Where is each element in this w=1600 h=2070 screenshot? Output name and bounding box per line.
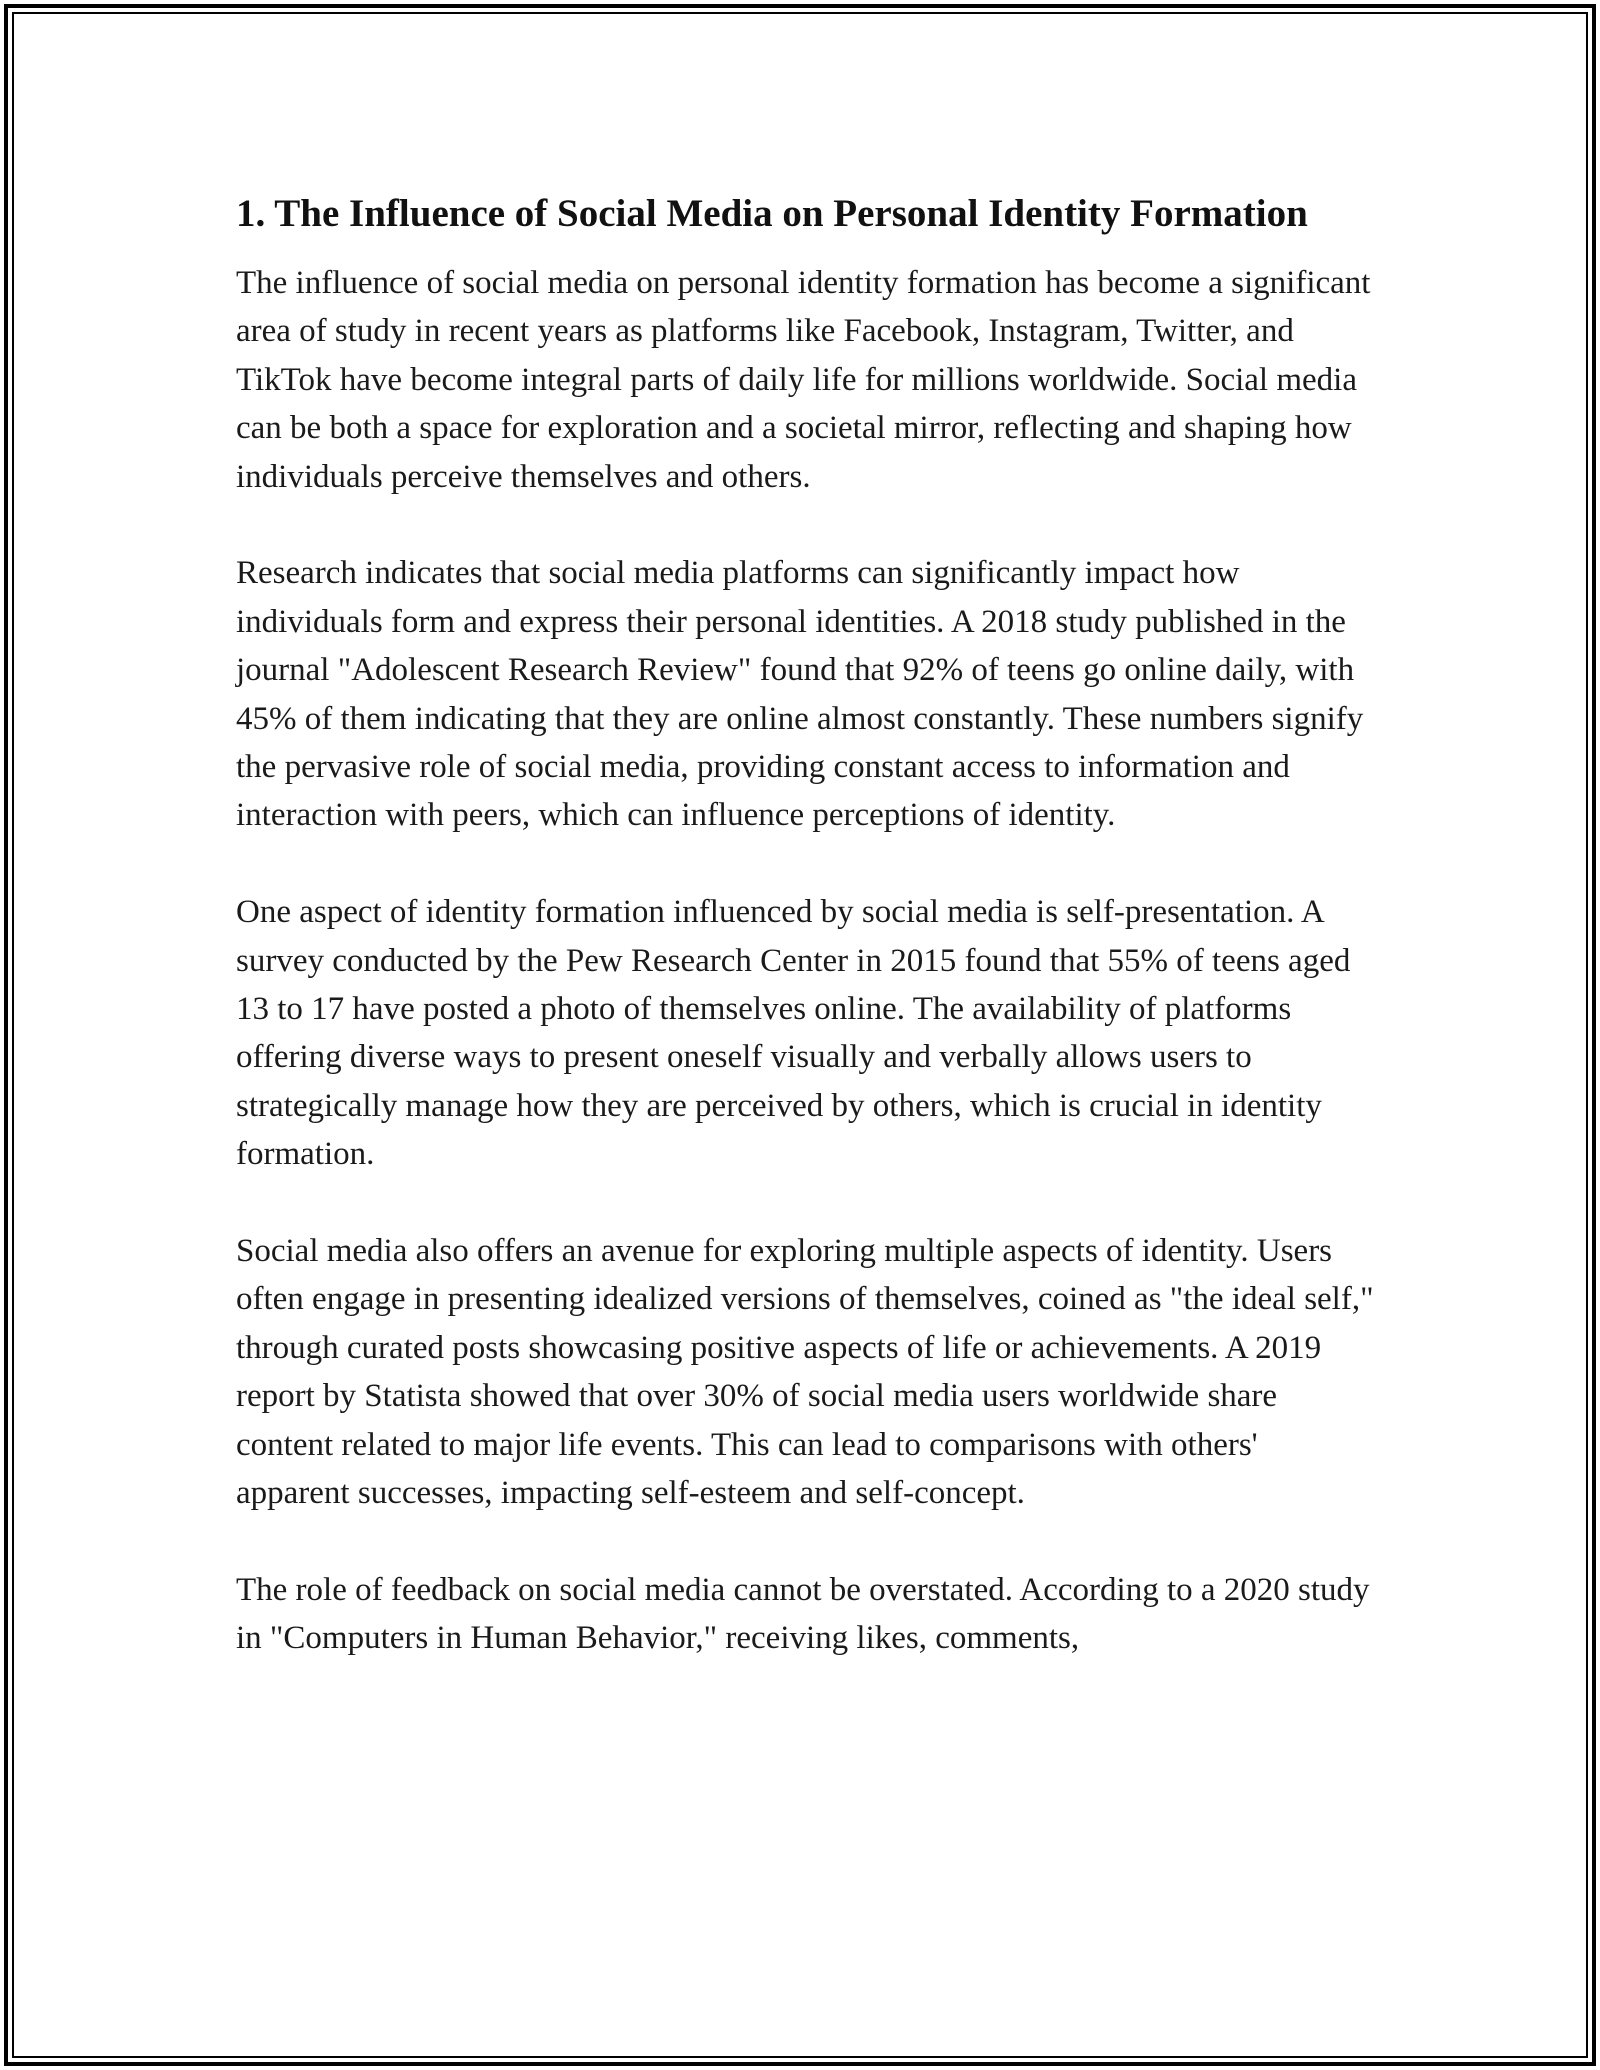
paragraph-research: Research indicates that social media platforms can significantly impact how individuals form and express their personal identities. A 2018 study published in the journal "Adolescent Research Review" found that 92% of teens go online daily, with 45% of them indicating that they are online almost constantly. These numbers signify the pervasive role of social media, providing constant access to information and interaction with peers, which can influence perceptions of identity. — [236, 555, 1364, 834]
paragraph-self-presentation: One aspect of identity formation influenced by social media is self-presentation. A survey conducted by the Pew Research Center in 2015 found that 55% of teens aged 13 to 17 have posted a photo of themselves online. The availability of platforms offering diverse ways to present oneself visually and verbally allows users to strategically manage how they are perceived by others, which is crucial in identity formation. — [236, 894, 1351, 1173]
paragraph-ideal-self: Social media also offers an avenue for exploring multiple aspects of identity. Users often engage in presenting idealized versions of themselves, coined as "the ideal self," through curated posts showcasing positive aspects of life or achievements. A 2019 report by Statista showed that over 30% of social media users worldwide share content related to major life events. This can lead to comparisons with others' apparent successes, impacting self-esteem and self-concept. — [236, 1233, 1374, 1512]
page-title: 1. The Influence of Social Media on Personal Identity Formation — [236, 192, 1308, 235]
paragraph-feedback: The role of feedback on social media cannot be overstated. According to a 2020 study in "Computers in Human Behavior," receiving likes, comments, — [236, 1571, 1370, 1657]
paragraph-intro: The influence of social media on personal identity formation has become a significant area of study in recent years as platforms like Facebook, Instagram, Twitter, and TikTok have become integral parts of daily life for millions worldwide. Social media can be both a space for exploration and a societal mirror, reflecting and shaping how individuals perceive themselves and others. — [236, 265, 1371, 495]
document-body — [236, 186, 1376, 1711]
